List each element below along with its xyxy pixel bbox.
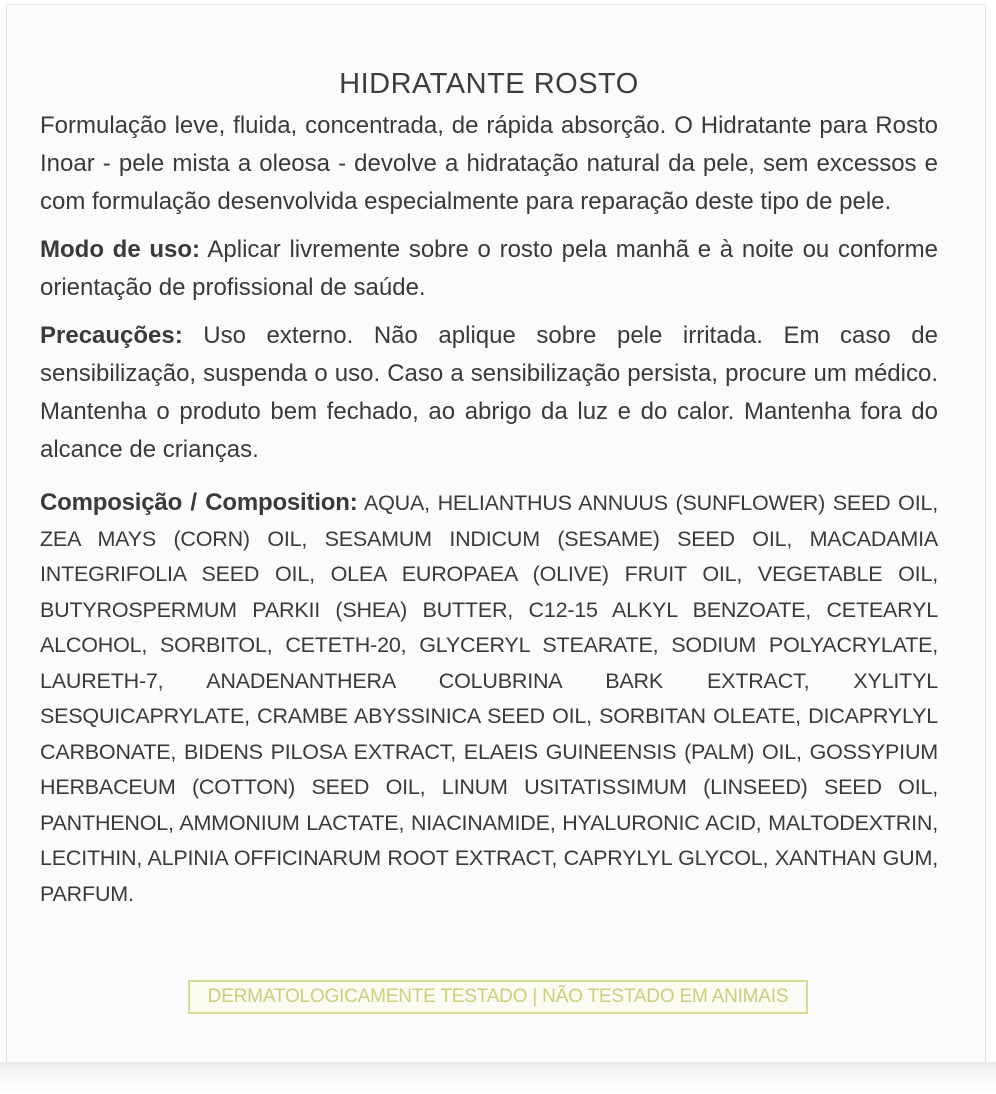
certification-badge: DERMATOLOGICAMENTE TESTADO | NÃO TESTADO EM ANIMAIS xyxy=(188,980,809,1014)
usage-text: Aplicar livremente sobre o rosto pela manhã e à noite ou conforme orientação de profissional de saúde. xyxy=(40,236,939,301)
product-title: HIDRATANTE ROSTO xyxy=(339,68,639,100)
package-bottom-edge xyxy=(0,1062,996,1094)
precautions-section xyxy=(40,317,938,469)
usage-label: Modo de uso: xyxy=(40,236,201,263)
precautions-text: Uso externo. Não aplique sobre pele irritada. Em caso de sensibilização, suspenda o uso. Caso a sensibilização persista, procure um médico. Mantenha o produto bem fechado, ao abrigo da luz e do calor. Mantenha fora do alcance de crianças. xyxy=(40,322,938,463)
composition-label: Composição / Composition: xyxy=(40,489,358,516)
badge-container xyxy=(0,980,996,1014)
composition-text: AQUA, HELIANTHUS ANNUUS (SUNFLOWER) SEED OIL, ZEA MAYS (CORN) OIL, SESAMUM INDICUM (SESAME) SEED OIL, MACADAMIA INTEGRIFOLIA SEED OIL, OLEA EUROPAEA (OLIVE) FRUIT OIL, VEGETABLE OIL, BUTYROSPERMUM PARKII (SHEA) BUTTER, C12-15 ALKYL BENZOATE, CETEARYL ALCOHOL, SORBITOL, CETETH-20, GLYCERYL STEARATE, SODIUM POLYACRYLATE, LAURETH-7, ANADENANTHERA COLUBRINA BARK EXTRACT, XYLITYL SESQUICAPRYLATE, CRAMBE ABYSSINICA SEED OIL, SORBITAN OLEATE, DICAPRYLYL CARBONATE, BIDENS PILOSA EXTRACT, ELAEIS GUINEENSIS (PALM) OIL, GOSSYPIUM HERBACEUM (COTTON) SEED OIL, LINUM USITATISSIMUM (LINSEED) SEED OIL, PANTHENOL, AMMONIUM LACTATE, NIACINAMIDE, HYALURONIC ACID, MALTODEXTRIN, LECITHIN, ALPINIA OFFICINARUM ROOT EXTRACT, CAPRYLYL GLYCOL, XANTHAN GUM, PARFUM. xyxy=(40,491,938,906)
precautions-label: Precauções: xyxy=(40,322,183,349)
usage-section xyxy=(40,231,938,307)
product-description: Formulação leve, fluida, concentrada, de rápida absorção. O Hidratante para Rosto Inoar - pele mista a oleosa - devolve a hidratação natural da pele, sem excessos e com formulação desenvolvida especialmente para reparação deste tipo de pele. xyxy=(40,112,938,215)
label-text-panel xyxy=(40,60,938,912)
composition-section xyxy=(40,485,938,912)
